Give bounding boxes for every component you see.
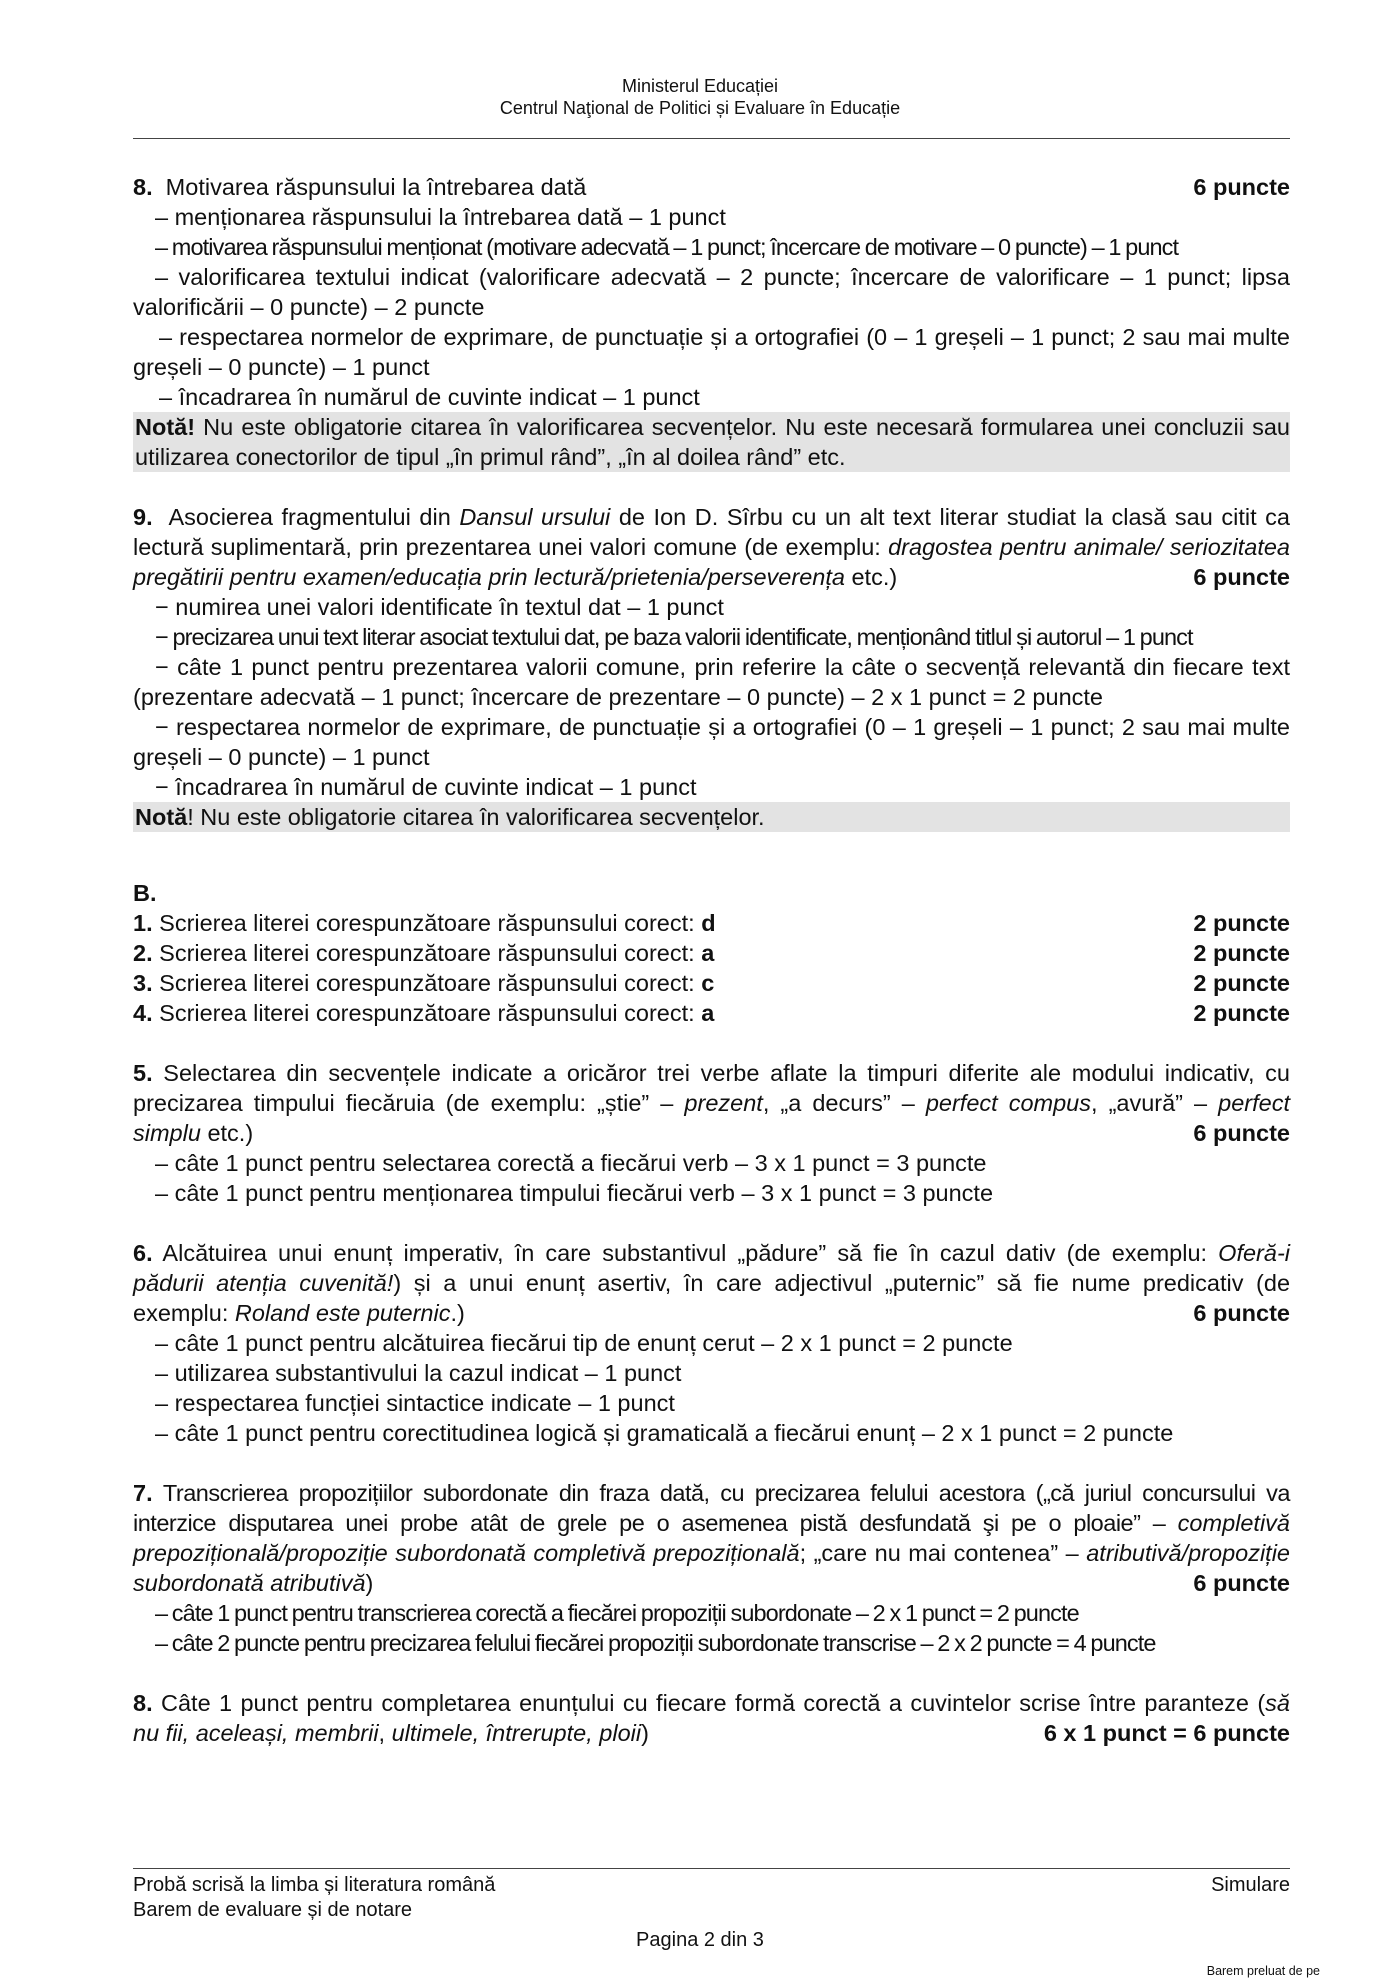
mc-list xyxy=(133,908,1290,1028)
note-label: Notă xyxy=(135,804,188,830)
criterion: – încadrarea în numărul de cuvinte indicat – 1 punct xyxy=(159,384,700,410)
item-b7-statement: 7. Transcrierea propozițiilor subordonate din fraza dată, cu precizarea felului acestora („că juriul concursului va interzice disputarea unei probe atât de grele pe o asemenea pistă desfundată şi pe o ploaie” – completivă prepozițională/propoziție subordonată completivă prepozițională; „care nu mai contenea” – atributivă/propoziție subordonată atributivă) 6 puncte xyxy=(133,1480,1290,1596)
work-title: Dansul ursului xyxy=(459,504,611,530)
examples: dragostea pentru animale/ seriozitatea pregătirii pentru examen/educația prin lectură/prietenia/perseverența xyxy=(133,534,1290,590)
item-b6-statement: 6. Alcătuirea unui enunț imperativ, în care substantivul „pădure” să fie în cazul dativ (de exemplu: Oferă-i pădurii atenția cuvenită!) și a unui enunț asertiv, în care adjectivul „puternic” să fie nume predicativ (de exemplu: Roland este puternic.) 6 puncte xyxy=(133,1240,1291,1326)
criterion: – câte 1 punct pentru selectarea corectă a fiecărui verb – 3 x 1 punct = 3 puncte xyxy=(155,1150,987,1176)
item-title: Motivarea răspunsului la întrebarea dată xyxy=(165,174,587,200)
item-points: 6 puncte xyxy=(1193,174,1290,200)
item-points: 2 puncte xyxy=(1193,970,1290,996)
note-text: ! Nu este obligatorie citarea în valorificarea secvențelor. xyxy=(187,804,765,830)
criterion: – câte 2 puncte pentru precizarea felului fiecărei propoziții subordonate transcrise – 2 x 2 puncte = 4 puncte xyxy=(155,1630,1156,1656)
item-number: 8. xyxy=(133,1690,153,1716)
mc-item: 3. Scrierea literei corespunzătoare răspunsului corect: c 2 puncte xyxy=(133,970,1290,996)
criterion: – respectarea normelor de exprimare, de punctuație și a ortografiei (0 – 1 greșeli – 1 punct; 2 sau mai multe greșeli – 0 puncte) – 1 punct xyxy=(133,324,1290,380)
criterion: – câte 1 punct pentru corectitudinea logică și gramaticală a fiecărui enunț – 2 x 1 punct = 2 puncte xyxy=(155,1420,1174,1446)
criterion: – motivarea răspunsului menționat (motivare adecvată – 1 punct; încercare de motivare – 0 puncte) – 1 punct xyxy=(155,234,1179,260)
mc-item: 1. Scrierea literei corespunzătoare răspunsului corect: d 2 puncte xyxy=(133,910,1290,936)
item-points: 6 puncte xyxy=(1193,1120,1290,1146)
item-points: 6 puncte xyxy=(1193,1300,1290,1326)
note-text: Nu este obligatorie citarea în valorificarea secvențelor. Nu este necesară formularea unei concluzii sau utilizarea conectorilor de tipul „în primul rând”, „în al doilea rând” etc. xyxy=(135,414,1290,470)
item-points: 6 puncte xyxy=(1193,1570,1290,1596)
header-center: Centrul Naţional de Politici și Evaluare în Educație xyxy=(499,98,901,118)
mc-answer: c xyxy=(701,970,715,996)
item-number: 5. xyxy=(133,1060,153,1086)
item-number: 9. xyxy=(133,504,153,530)
footer-divider xyxy=(133,1868,1290,1869)
criterion: – câte 1 punct pentru transcrierea corectă a fiecărei propoziții subordonate – 2 x 1 punct = 2 puncte xyxy=(155,1600,1079,1626)
item-b8 xyxy=(133,1688,1290,1748)
item-points: 2 puncte xyxy=(1193,1000,1290,1026)
section-b-label: B. xyxy=(133,880,157,906)
note-label: Notă! xyxy=(135,414,196,440)
mc-item: 2. Scrierea literei corespunzătoare răspunsului corect: a 2 puncte xyxy=(133,940,1290,966)
page-number: Pagina 2 din 3 xyxy=(636,1929,764,1951)
item-points: 6 x 1 punct = 6 puncte xyxy=(1043,1720,1290,1746)
criterion: − numirea unei valori identificate în textul dat – 1 punct xyxy=(155,594,724,620)
item-number: 7. xyxy=(133,1480,153,1506)
item-a8 xyxy=(133,172,1290,472)
item-b6 xyxy=(133,1238,1290,1448)
item-number: 6. xyxy=(133,1240,153,1266)
header-ministry: Ministerul Educației xyxy=(621,76,779,96)
barem-content xyxy=(133,172,1290,1748)
mc-answer: a xyxy=(701,1000,715,1026)
footer-doc-type: Barem de evaluare și de notare xyxy=(133,1899,413,1921)
mc-item: 4. Scrierea literei corespunzătoare răspunsului corect: a 2 puncte xyxy=(133,1000,1290,1026)
footer-exam-name: Probă scrisă la limba și literatura română xyxy=(133,1874,496,1896)
header-divider xyxy=(133,138,1290,139)
mc-answer: d xyxy=(701,910,716,936)
note-box xyxy=(133,412,1290,472)
footer-left xyxy=(133,1873,495,1923)
criterion: − respectarea normelor de exprimare, de punctuație și a ortografiei (0 – 1 greșeli – 1 punct; 2 sau mai multe greșeli – 0 puncte) – 1 punct xyxy=(133,714,1290,770)
mc-answer: a xyxy=(701,940,715,966)
criterion: − câte 1 punct pentru prezentarea valorii comune, prin referire la câte o secvență relevantă din fiecare text (prezentare adecvată – 1 punct; încercare de prezentare – 0 puncte) – 2 x 1 punct = 2 puncte xyxy=(133,654,1290,710)
item-points: 6 puncte xyxy=(1193,564,1290,590)
criterion: – câte 1 punct pentru alcătuirea fiecărui tip de enunț cerut – 2 x 1 punct = 2 puncte xyxy=(155,1330,1013,1356)
item-b5 xyxy=(133,1058,1290,1208)
criterion: − precizarea unui text literar asociat textului dat, pe baza valorii identificate, menționând titlul și autorul – 1 punct xyxy=(155,624,1193,650)
criterion: – câte 1 punct pentru menționarea timpului fiecărui verb – 3 x 1 punct = 3 puncte xyxy=(155,1180,994,1206)
criterion: – respectarea funcției sintactice indicate – 1 punct xyxy=(155,1390,675,1416)
item-b8-statement: 8. Câte 1 punct pentru completarea enunțului cu fiecare formă corectă a cuvintelor scrise între paranteze (să nu fii, aceleași, membrii, ultimele, întrerupte, ploii) 6 x 1 punct = 6 puncte xyxy=(133,1690,1290,1746)
criterion: − încadrarea în numărul de cuvinte indicat – 1 punct xyxy=(155,774,697,800)
note-box xyxy=(133,802,1290,832)
item-b7 xyxy=(133,1478,1290,1658)
criterion: – valorificarea textului indicat (valorificare adecvată – 2 puncte; încercare de valorificare – 1 punct; lipsa valorificării – 0 puncte) – 2 puncte xyxy=(133,264,1290,320)
item-a8-title-row xyxy=(133,172,1290,202)
page-header xyxy=(0,75,1400,119)
item-a9-statement: 9. Asocierea fragmentului din Dansul ursului de Ion D. Sîrbu cu un alt text literar studiat la clasă sau citit ca lectură suplimentară, prin prezentarea unei valori comune (de exemplu: dragostea pentru animale/ seriozitatea pregătirii pentru examen/educația prin lectură/prietenia/perseverența etc.) 6 puncte xyxy=(133,504,1291,590)
item-points: 2 puncte xyxy=(1193,910,1290,936)
item-number: 8. xyxy=(133,174,153,200)
item-b5-statement: 5. Selectarea din secvențele indicate a oricăror trei verbe aflate la timpuri diferite ale modului indicativ, cu precizarea timpului fiecăruia (de exemplu: „știe” – prezent, „a decurs” – perfect compus, „avură” – perfect simplu etc.) 6 puncte xyxy=(133,1060,1290,1146)
source-credit: Barem preluat de pe xyxy=(1206,1964,1320,1978)
item-a9 xyxy=(133,502,1290,832)
item-points: 2 puncte xyxy=(1193,940,1290,966)
footer-simulation-label: Simulare xyxy=(1211,1874,1290,1896)
criterion: – menționarea răspunsului la întrebarea dată – 1 punct xyxy=(155,204,726,230)
criterion: – utilizarea substantivului la cazul indicat – 1 punct xyxy=(155,1360,682,1386)
